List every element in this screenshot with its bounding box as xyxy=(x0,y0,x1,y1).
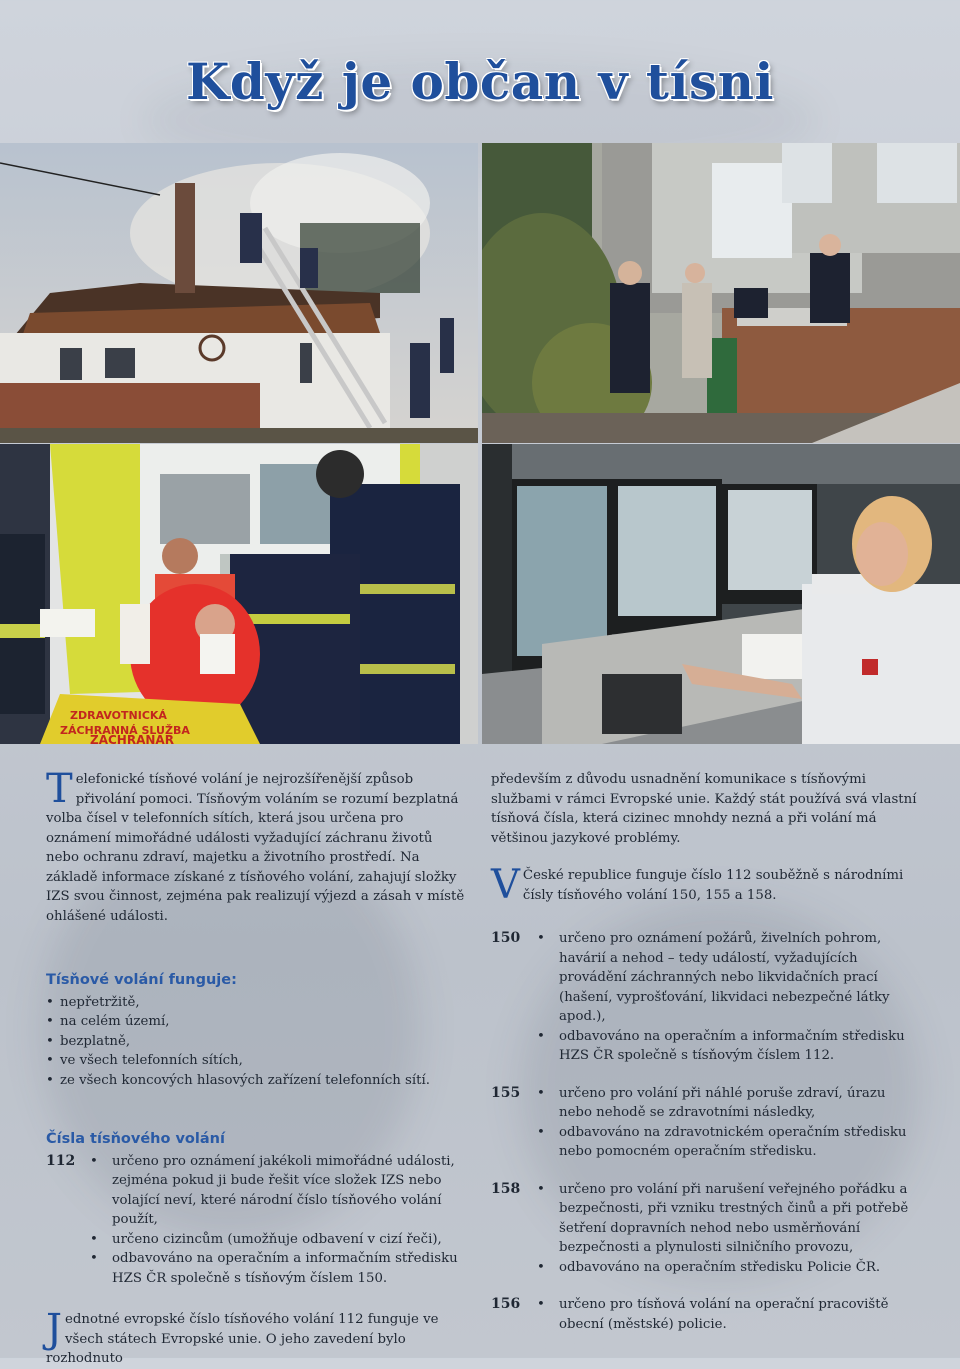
list-item: • odbavováno na operačním a informačním středisku HZS ČR společně s tísňovým číslem 150. xyxy=(90,1249,466,1288)
photo-fire xyxy=(0,143,478,443)
photo-ambulance xyxy=(0,444,478,744)
number-156: 156 xyxy=(491,1296,521,1312)
number-150: 150 xyxy=(491,930,521,946)
numbers-block xyxy=(46,1130,466,1288)
list-item: • určeno cizincům (umožňuje odbavení v cizí řeči), xyxy=(90,1230,466,1250)
ambulance-vest-text: ZÁCHRANÁŘ xyxy=(90,733,174,744)
list-item: • určeno pro tísňová volání na operační pracoviště obecní (městské) policie. xyxy=(537,1295,921,1334)
ambulance-vest-text: ZDRAVOTNICKÁ xyxy=(70,709,167,722)
number-156-list xyxy=(537,1295,921,1334)
continuation-paragraph: především z důvodu usnadnění komunikace s tísňovými službami v rámci Evropské unie. Každý stát používá svá vlastní tísňová čísla, která cizinec mnohdy nezná a při volání má většinou jazykové problémy. xyxy=(491,772,917,846)
functions-block xyxy=(46,971,466,1090)
list-item: • určeno pro volání při narušení veřejného pořádku a bezpečnosti, při vzniku trestných činů a při potřebě šetření dopravních nehod nebo usměrňování bezpečnosti a plynulosti silničního provozu, xyxy=(537,1180,921,1258)
dropcap: J xyxy=(46,1306,63,1352)
list-item: • ve všech telefonních sítích, xyxy=(46,1051,466,1071)
number-155-row xyxy=(491,1084,921,1162)
list-item: • odbavováno na zdravotnickém operačním středisku nebo pomocném operačním středisku. xyxy=(537,1123,921,1162)
right-column xyxy=(491,770,921,1334)
list-item: • ze všech koncových hlasových zařízení telefonních sítí. xyxy=(46,1071,466,1091)
left-column xyxy=(46,766,466,1369)
number-150-list xyxy=(537,929,921,1066)
list-item: • bezplatně, xyxy=(46,1032,466,1052)
number-112-row xyxy=(46,1152,466,1289)
intro-paragraph xyxy=(46,766,466,926)
number-158-row xyxy=(491,1180,921,1278)
dropcap: V xyxy=(491,862,520,908)
number-150-row xyxy=(491,929,921,1066)
page-title: Když je občan v tísni xyxy=(185,52,775,111)
ambulance-vest-text: ZÁCHRANNÁ SLUŽBA xyxy=(60,724,190,737)
list-item: • určeno pro volání při náhlé poruše zdraví, úrazu nebo nehodě se zdravotními následky, xyxy=(537,1084,921,1123)
number-155-list xyxy=(537,1084,921,1162)
list-item: • určeno pro oznámení požárů, živelních pohrom, havárií a nehod – tedy událostí, vyžadujících provádění záchranných nebo likvidačních prací (hašení, vyprošťování, likvidaci nebezpečné látky apod.), xyxy=(537,929,921,1027)
number-158-list xyxy=(537,1180,921,1278)
list-item: • odbavováno na operačním středisku Policie ČR. xyxy=(537,1258,921,1278)
list-item: • nepřetržitě, xyxy=(46,993,466,1013)
number-158: 158 xyxy=(491,1180,521,1197)
intro-text: elefonické tísňové volání je nejrozšířenější způsob přivolání pomoci. Tísňovým voláním se rozumí bezplatná volba čísel v telefonních sítích, která jsou určena pro oznámení mimořádné události vyžadující záchranu životů nebo ochranu zdraví, majetku a životního prostředí. Na základě informace získané z tísňového volání, zahajují složky IZS svou činnost, zejména pak realizují výjezd a zásah v místě ohlášené události. xyxy=(46,772,465,924)
list-item: • na celém území, xyxy=(46,1012,466,1032)
functions-heading: Tísňové volání funguje: xyxy=(46,972,237,988)
numbers-heading: Čísla tísňového volání xyxy=(46,1131,225,1147)
functions-list xyxy=(46,993,466,1091)
number-112: 112 xyxy=(46,1152,76,1169)
photo-dispatch xyxy=(482,444,960,744)
czech-paragraph xyxy=(491,862,921,908)
number-155: 155 xyxy=(491,1084,521,1101)
list-item: • odbavováno na operačním a informačním středisku HZS ČR společně s tísňovým číslem 112. xyxy=(537,1027,921,1066)
dropcap: T xyxy=(46,766,73,812)
european-paragraph xyxy=(46,1306,466,1369)
european-text: ednotné evropské číslo tísňového volání 112 funguje ve všech státech Evropské unie. O jeho zavedení bylo rozhodnuto xyxy=(46,1312,439,1366)
list-item: • určeno pro oznámení jakékoli mimořádné události, zejména pokud ji bude řešit více složek IZS nebo volající neví, které národní číslo tísňového volání použít, xyxy=(90,1152,466,1230)
number-156-row xyxy=(491,1295,921,1334)
number-112-list xyxy=(90,1152,466,1289)
photo-police xyxy=(482,143,960,443)
czech-text: České republice funguje číslo 112 souběžně s národními čísly tísňového volání 150, 155 a 158. xyxy=(522,868,904,903)
